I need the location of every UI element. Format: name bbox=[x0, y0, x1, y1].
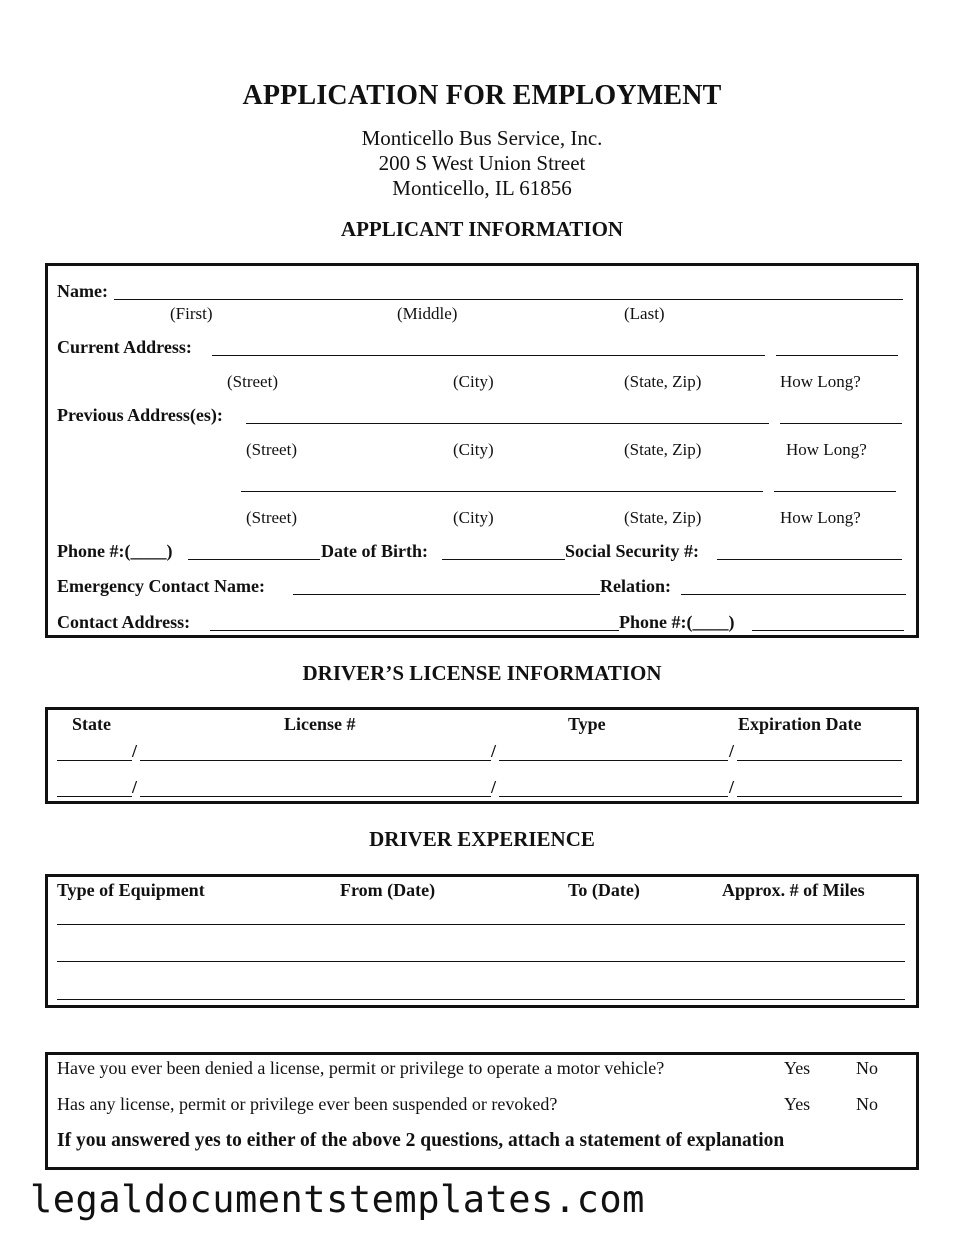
license-expiration-field-1[interactable] bbox=[737, 760, 902, 761]
license-state-field-2[interactable] bbox=[57, 796, 132, 797]
explanation-note: If you answered yes to either of the above 2 questions, attach a statement of explanation bbox=[57, 1130, 785, 1151]
previous-address-field-2[interactable] bbox=[241, 491, 763, 492]
previous-state-zip-caption-2: (State, Zip) bbox=[624, 508, 702, 527]
phone-field[interactable] bbox=[188, 559, 320, 560]
question-2-yes-option[interactable]: Yes bbox=[784, 1094, 811, 1114]
current-street-caption: (Street) bbox=[227, 372, 278, 391]
form-title: APPLICATION FOR EMPLOYMENT bbox=[242, 80, 722, 111]
question-2-no-option[interactable]: No bbox=[856, 1094, 878, 1114]
license-separator: / bbox=[132, 777, 138, 797]
driver-experience-heading: DRIVER EXPERIENCE bbox=[369, 827, 595, 851]
previous-state-zip-caption-1: (State, Zip) bbox=[624, 440, 702, 459]
previous-city-caption-2: (City) bbox=[453, 508, 494, 527]
to-date-header: To (Date) bbox=[568, 880, 640, 900]
company-street: 200 S West Union Street bbox=[378, 151, 586, 175]
contact-address-field[interactable] bbox=[210, 630, 619, 631]
license-number-header: License # bbox=[284, 714, 356, 734]
previous-how-long-field-2[interactable] bbox=[774, 491, 896, 492]
previous-how-long-caption-2: How Long? bbox=[780, 508, 861, 527]
question-denied-license: Have you ever been denied a license, permit or privilege to operate a motor vehicle? bbox=[57, 1058, 665, 1078]
contact-phone-label: Phone #:(____) bbox=[619, 612, 735, 632]
middle-caption: (Middle) bbox=[397, 304, 458, 323]
previous-address-label: Previous Address(es): bbox=[57, 405, 223, 425]
previous-address-field-1[interactable] bbox=[246, 423, 769, 424]
current-address-label: Current Address: bbox=[57, 337, 192, 357]
license-separator: / bbox=[491, 741, 497, 761]
previous-how-long-caption-1: How Long? bbox=[786, 440, 867, 459]
company-city-state: Monticello, IL 61856 bbox=[392, 176, 572, 200]
experience-row-field-3[interactable] bbox=[57, 999, 905, 1000]
date-of-birth-label: Date of Birth: bbox=[321, 541, 428, 561]
emergency-contact-field[interactable] bbox=[293, 594, 600, 595]
date-of-birth-field[interactable] bbox=[442, 559, 565, 560]
current-how-long-field[interactable] bbox=[776, 355, 898, 356]
applicant-information-heading: APPLICANT INFORMATION bbox=[340, 217, 624, 241]
current-city-caption: (City) bbox=[453, 372, 494, 391]
license-number-field-1[interactable] bbox=[140, 760, 491, 761]
license-separator: / bbox=[729, 777, 735, 797]
name-label: Name: bbox=[57, 281, 108, 301]
previous-street-caption-1: (Street) bbox=[246, 440, 297, 459]
drivers-license-heading: DRIVER’S LICENSE INFORMATION bbox=[302, 661, 662, 685]
license-separator: / bbox=[491, 777, 497, 797]
emergency-contact-label: Emergency Contact Name: bbox=[57, 576, 265, 596]
company-name: Monticello Bus Service, Inc. bbox=[361, 126, 603, 150]
license-type-field-2[interactable] bbox=[499, 796, 728, 797]
current-state-zip-caption: (State, Zip) bbox=[624, 372, 702, 391]
first-caption: (First) bbox=[170, 304, 213, 323]
previous-how-long-field-1[interactable] bbox=[780, 423, 902, 424]
miles-header: Approx. # of Miles bbox=[722, 880, 865, 900]
site-watermark: legaldocumentstemplates.com bbox=[30, 1178, 645, 1221]
license-type-field-1[interactable] bbox=[499, 760, 728, 761]
previous-street-caption-2: (Street) bbox=[246, 508, 297, 527]
last-caption: (Last) bbox=[624, 304, 665, 323]
contact-phone-field[interactable] bbox=[752, 630, 904, 631]
question-suspended-license: Has any license, permit or privilege ever been suspended or revoked? bbox=[57, 1094, 558, 1114]
experience-row-field-2[interactable] bbox=[57, 961, 905, 962]
previous-city-caption-1: (City) bbox=[453, 440, 494, 459]
relation-label: Relation: bbox=[600, 576, 671, 596]
current-how-long-caption: How Long? bbox=[780, 372, 861, 391]
license-state-field-1[interactable] bbox=[57, 760, 132, 761]
phone-label: Phone #:(____) bbox=[57, 541, 173, 561]
license-number-field-2[interactable] bbox=[140, 796, 491, 797]
question-1-yes-option[interactable]: Yes bbox=[784, 1058, 811, 1078]
license-state-header: State bbox=[72, 714, 111, 734]
relation-field[interactable] bbox=[681, 594, 906, 595]
license-expiration-header: Expiration Date bbox=[738, 714, 862, 734]
from-date-header: From (Date) bbox=[340, 880, 436, 900]
social-security-label: Social Security #: bbox=[565, 541, 699, 561]
license-expiration-field-2[interactable] bbox=[737, 796, 902, 797]
equipment-header: Type of Equipment bbox=[57, 880, 205, 900]
current-address-field[interactable] bbox=[212, 355, 765, 356]
contact-address-label: Contact Address: bbox=[57, 612, 191, 632]
experience-row-field-1[interactable] bbox=[57, 924, 905, 925]
license-type-header: Type bbox=[568, 714, 606, 734]
license-separator: / bbox=[132, 741, 138, 761]
name-field[interactable] bbox=[114, 299, 903, 300]
social-security-field[interactable] bbox=[717, 559, 902, 560]
question-1-no-option[interactable]: No bbox=[856, 1058, 878, 1078]
license-separator: / bbox=[729, 741, 735, 761]
